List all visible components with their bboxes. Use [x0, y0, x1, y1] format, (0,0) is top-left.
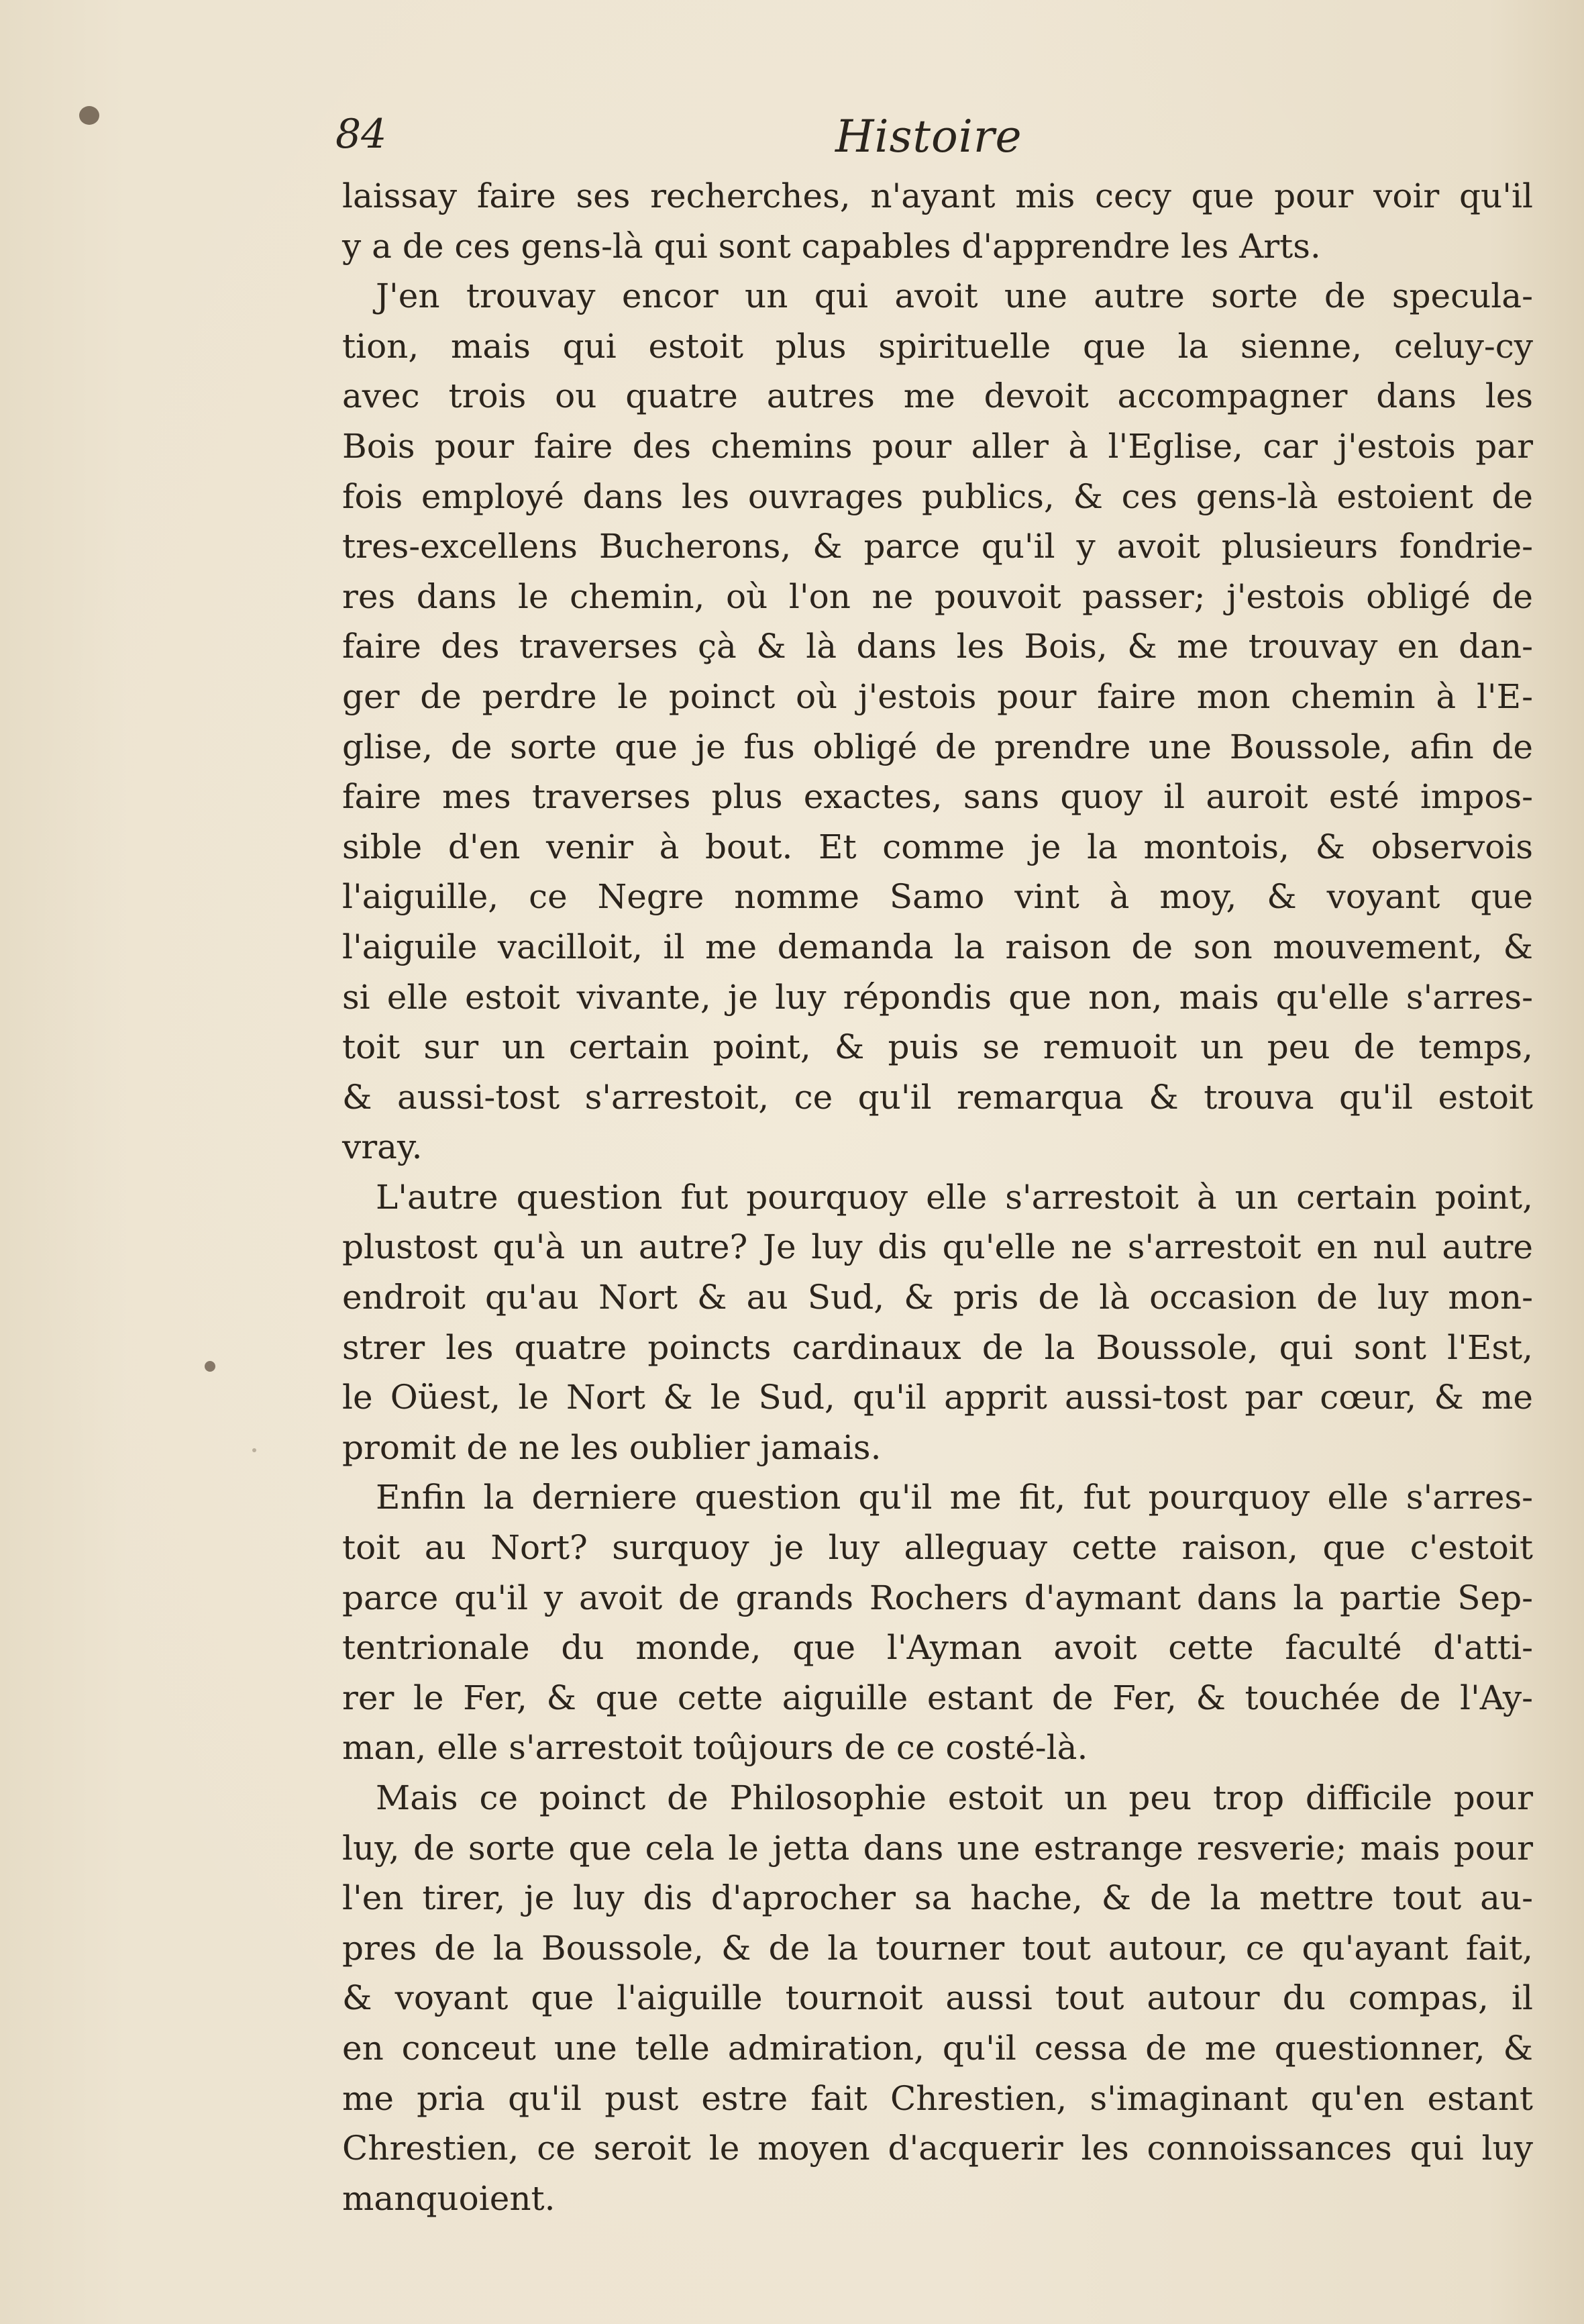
text-line: vray. — [342, 1127, 423, 1167]
paragraph-first-line: J'en trouvay encor un qui avoit une autre sorte de specula- — [376, 276, 1533, 316]
page-number: 84 — [335, 111, 387, 158]
text-line: rer le Fer, & que cette aiguille estant de Fer, & touchée de l'Ay- — [342, 1678, 1533, 1717]
page-header — [335, 111, 1543, 171]
paragraph-first-line: L'autre question fut pourquoy elle s'arrestoit à un certain point, — [376, 1177, 1533, 1217]
text-line: tres-excellens Bucherons, & parce qu'il y avoit plusieurs fondrie- — [342, 527, 1533, 566]
text-line: laissay faire ses recherches, n'ayant mis cecy que pour voir qu'il — [342, 176, 1533, 215]
text-line: l'aiguile vacilloit, il me demanda la raison de son mouvement, & — [342, 927, 1533, 966]
text-line: pres de la Boussole, & de la tourner tout autour, ce qu'ayant fait, — [342, 1928, 1533, 1968]
ink-speck — [252, 1448, 256, 1452]
text-line: l'en tirer, je luy dis d'aprocher sa hache, & de la mettre tout au- — [342, 1878, 1533, 1918]
text-line: l'aiguille, ce Negre nomme Samo vint à moy, & voyant que — [342, 877, 1533, 917]
text-line: y a de ces gens-là qui sont capables d'apprendre les Arts. — [342, 226, 1321, 266]
text-line: fois employé dans les ouvrages publics, & ces gens-là estoient de — [342, 476, 1533, 516]
running-title: Histoire — [835, 111, 1022, 162]
paragraph-first-line: Mais ce poinct de Philosophie estoit un peu trop difficile pour — [376, 1778, 1533, 1817]
text-line: endroit qu'au Nort & au Sud, & pris de là occasion de luy mon- — [342, 1278, 1533, 1317]
text-line: me pria qu'il pust estre fait Chrestien, s'imaginant qu'en estant — [342, 2078, 1533, 2118]
ink-stain — [79, 106, 99, 125]
text-line: Chrestien, ce seroit le moyen d'acquerir les connoissances qui luy — [342, 2129, 1533, 2168]
ink-stain — [205, 1361, 215, 1372]
text-line: strer les quatre poincts cardinaux de la Boussole, qui sont l'Est, — [342, 1327, 1533, 1367]
text-line: toit au Nort? surquoy je luy alleguay cette raison, que c'estoit — [342, 1528, 1533, 1568]
text-line: & aussi-tost s'arrestoit, ce qu'il remarqua & trouva qu'il estoit — [342, 1077, 1533, 1117]
text-line: man, elle s'arrestoit toûjours de ce costé-là. — [342, 1728, 1088, 1768]
text-line: tentrionale du monde, que l'Ayman avoit cette faculté d'atti- — [342, 1628, 1533, 1668]
text-line: promit de ne les oublier jamais. — [342, 1427, 882, 1467]
text-line: & voyant que l'aiguille tournoit aussi tout autour du compas, il — [342, 1978, 1533, 2018]
text-line: Bois pour faire des chemins pour aller à l'Eglise, car j'estois par — [342, 426, 1533, 466]
body-text — [342, 171, 1533, 2223]
text-line: faire des traverses çà & là dans les Bois, & me trouvay en dan- — [342, 627, 1533, 666]
text-line: luy, de sorte que cela le jetta dans une estrange resverie; mais pour — [342, 1828, 1533, 1868]
text-line: sible d'en venir à bout. Et comme je la montois, & observois — [342, 827, 1533, 866]
text-line: parce qu'il y avoit de grands Rochers d'aymant dans la partie Sep- — [342, 1578, 1533, 1617]
text-line: plustost qu'à un autre? Je luy dis qu'elle ne s'arrestoit en nul autre — [342, 1227, 1533, 1267]
text-line: le Oüest, le Nort & le Sud, qu'il apprit aussi-tost par cœur, & me — [342, 1378, 1533, 1417]
text-line: glise, de sorte que je fus obligé de prendre une Boussole, afin de — [342, 727, 1533, 766]
text-line: faire mes traverses plus exactes, sans quoy il auroit esté impos- — [342, 777, 1533, 817]
text-line: ger de perdre le poinct où j'estois pour faire mon chemin à l'E- — [342, 676, 1533, 716]
text-line: tion, mais qui estoit plus spirituelle que la sienne, celuy-cy — [342, 326, 1533, 366]
paragraph-first-line: Enfin la derniere question qu'il me fit, fut pourquoy elle s'arres- — [376, 1478, 1533, 1517]
text-line: res dans le chemin, où l'on ne pouvoit passer; j'estois obligé de — [342, 576, 1533, 616]
text-line: si elle estoit vivante, je luy répondis que non, mais qu'elle s'arres- — [342, 977, 1533, 1017]
text-line: toit sur un certain point, & puis se remuoit un peu de temps, — [342, 1027, 1533, 1067]
text-line: avec trois ou quatre autres me devoit accompagner dans les — [342, 376, 1533, 416]
text-line: en conceut une telle admiration, qu'il cessa de me questionner, & — [342, 2028, 1533, 2068]
text-line: manquoient. — [342, 2178, 556, 2218]
